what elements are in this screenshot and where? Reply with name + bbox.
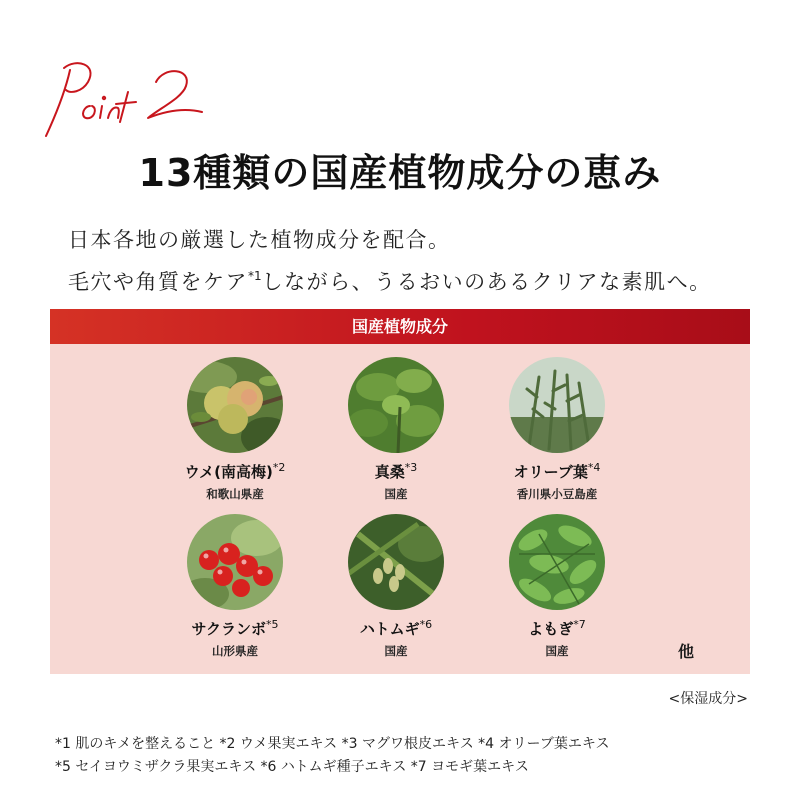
plant-ume: [145, 357, 325, 502]
cherry-photo-icon: [187, 514, 283, 610]
intro-line-2-rest: しながら、うるおいのあるクリアな素肌へ。: [261, 270, 712, 294]
plant-name-text: サクランボ: [191, 620, 266, 638]
plant-hatomugi: [306, 514, 486, 659]
plant-origin: 国産: [384, 487, 408, 501]
plant-mark: *5: [265, 618, 279, 631]
headline: 13種類の国産植物成分の恵み: [138, 151, 662, 195]
category-label: <保湿成分>: [668, 691, 748, 707]
plant-mark: *7: [573, 618, 586, 631]
plant-yomogi: [467, 514, 647, 659]
intro-line-1: 日本各地の厳選した植物成分を配合。: [68, 228, 451, 252]
plant-name: [145, 618, 325, 639]
plant-origin: 香川県小豆島産: [516, 487, 598, 501]
point-2-logo: [36, 48, 206, 143]
plant-name: [467, 618, 647, 639]
intro-text: [68, 222, 712, 300]
plant-name: [467, 461, 647, 482]
plant-cherry: [145, 514, 325, 659]
other-label: 他: [678, 642, 695, 661]
ume-photo-icon: [187, 357, 283, 453]
plant-origin: 和歌山県産: [206, 487, 264, 501]
plant-name-text: ウメ(南高梅): [184, 463, 273, 481]
plant-name-text: よもぎ: [528, 620, 574, 638]
plant-name-text: オリーブ葉: [513, 463, 588, 481]
plant-name: [306, 618, 486, 639]
plant-name: [306, 461, 486, 482]
plant-olive: [467, 357, 647, 502]
intro-line-2: [68, 258, 712, 300]
plant-origin: 国産: [545, 644, 569, 658]
intro-line-2-text: 毛穴や角質をケア: [68, 270, 248, 294]
plant-mark: *2: [272, 461, 286, 474]
plant-name: [145, 461, 325, 482]
footnote-line-2: *5 セイヨウミザクラ果実エキス *6 ハトムギ種子エキス *7 ヨモギ葉エキス: [55, 759, 529, 775]
footnotes: [55, 733, 610, 779]
plant-mark: *6: [419, 618, 433, 631]
panel-title: 国産植物成分: [50, 309, 750, 344]
footnote-line-1: *1 肌のキメを整えること *2 ウメ果実エキス *3 マグワ根皮エキス *4 オリーブ葉エキス: [55, 736, 610, 752]
plant-origin: 国産: [384, 644, 408, 658]
ingredients-panel: [50, 309, 750, 674]
plant-origin: 山形県産: [212, 644, 258, 658]
plant-mark: *3: [404, 461, 418, 474]
plant-mulberry: [306, 357, 486, 502]
footnote-marker: *1: [248, 269, 262, 283]
job-tears-photo-icon: [348, 514, 444, 610]
plant-name-text: 真桑: [374, 463, 405, 481]
mugwort-photo-icon: [509, 514, 605, 610]
mulberry-photo-icon: [348, 357, 444, 453]
plant-mark: *4: [587, 461, 601, 474]
plant-name-text: ハトムギ: [359, 620, 420, 638]
olive-leaf-photo-icon: [509, 357, 605, 453]
